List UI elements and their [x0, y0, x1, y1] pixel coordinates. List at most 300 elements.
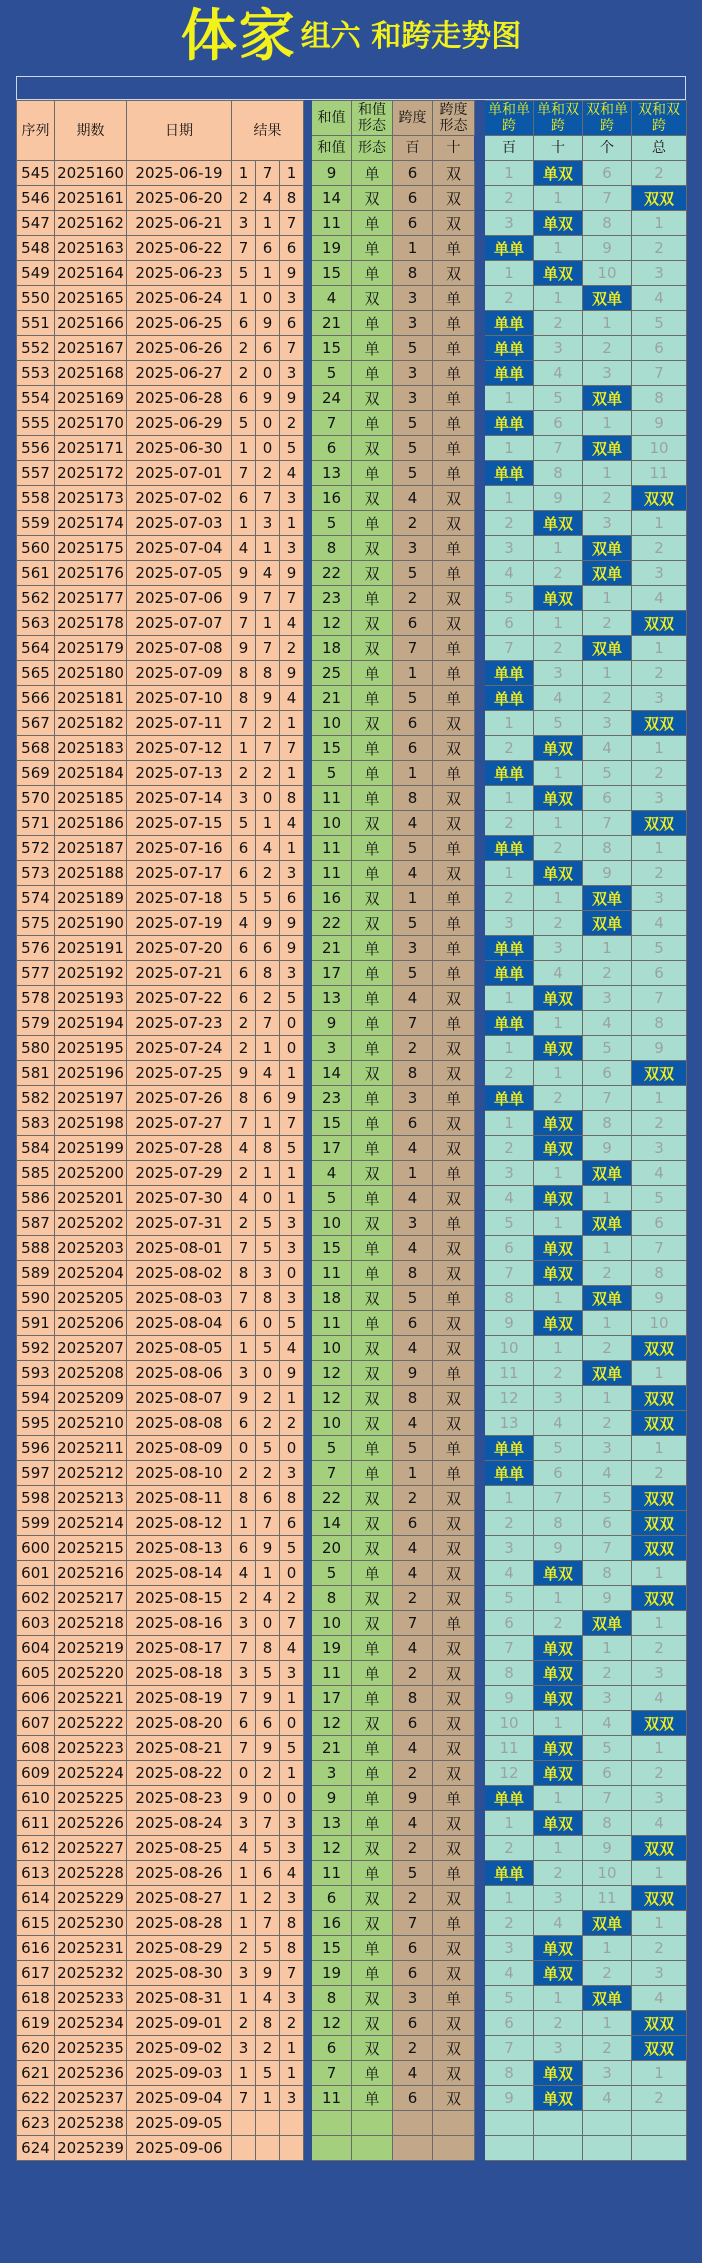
cell-sum: 15	[312, 1936, 352, 1961]
cell-date: 2025-07-12	[127, 736, 232, 761]
cell-span: 5	[393, 561, 433, 586]
column-gap	[304, 1561, 312, 1586]
cell-span: 8	[393, 1061, 433, 1086]
cell-seq: 555	[17, 411, 55, 436]
cell-result-digit	[232, 2136, 256, 2161]
cell-date: 2025-07-19	[127, 911, 232, 936]
cell-result-digit: 1	[232, 2061, 256, 2086]
cell-sum: 16	[312, 886, 352, 911]
cell-combo-missing: 1	[534, 1011, 583, 1036]
cell-combo-missing: 1	[534, 1711, 583, 1736]
cell-period: 2025165	[55, 286, 127, 311]
cell-sum-form: 单	[352, 986, 393, 1011]
table-row	[17, 286, 687, 311]
cell-sum-form: 双	[352, 536, 393, 561]
cell-result-digit: 1	[232, 1511, 256, 1536]
cell-result-digit: 8	[256, 1136, 280, 1161]
cell-date: 2025-08-04	[127, 1311, 232, 1336]
cell-result-digit: 9	[232, 1786, 256, 1811]
cell-combo-missing: 单单	[485, 1436, 534, 1461]
cell-result-digit: 0	[280, 1786, 304, 1811]
table-row	[17, 811, 687, 836]
cell-seq: 568	[17, 736, 55, 761]
cell-combo-missing: 单单	[485, 311, 534, 336]
cell-period: 2025237	[55, 2086, 127, 2111]
cell-combo-missing: 1	[485, 436, 534, 461]
cell-span: 1	[393, 236, 433, 261]
cell-combo-missing: 3	[632, 886, 687, 911]
cell-span: 2	[393, 1586, 433, 1611]
cell-seq: 611	[17, 1811, 55, 1836]
cell-result-digit: 1	[232, 511, 256, 536]
cell-period: 2025186	[55, 811, 127, 836]
cell-span: 8	[393, 261, 433, 286]
table-row	[17, 861, 687, 886]
cell-combo-missing: 4	[485, 1561, 534, 1586]
cell-combo-missing: 双双	[632, 1836, 687, 1861]
cell-result-digit: 3	[232, 2036, 256, 2061]
cell-seq: 559	[17, 511, 55, 536]
cell-result-digit: 2	[280, 636, 304, 661]
table-row	[17, 1486, 687, 1511]
cell-sum-form: 双	[352, 1836, 393, 1861]
cell-combo-missing: 2	[534, 1086, 583, 1111]
cell-period: 2025215	[55, 1536, 127, 1561]
cell-sum: 10	[312, 1211, 352, 1236]
cell-combo-missing: 1	[485, 1036, 534, 1061]
cell-period: 2025233	[55, 1986, 127, 2011]
cell-sum: 19	[312, 1636, 352, 1661]
cell-sum-form: 单	[352, 961, 393, 986]
cell-sum-form: 单	[352, 1236, 393, 1261]
cell-result-digit: 9	[232, 586, 256, 611]
cell-combo-missing: 8	[485, 2061, 534, 2086]
cell-combo-missing: 1	[534, 761, 583, 786]
cell-sum-form: 单	[352, 1786, 393, 1811]
cell-result-digit: 8	[256, 1636, 280, 1661]
cell-result-digit: 6	[280, 886, 304, 911]
cell-combo-missing: 8	[632, 1261, 687, 1286]
column-gap	[475, 1861, 485, 1886]
cell-combo-missing: 单双	[534, 786, 583, 811]
cell-seq: 584	[17, 1136, 55, 1161]
cell-date: 2025-08-15	[127, 1586, 232, 1611]
title-main: 体家	[180, 4, 297, 69]
cell-sum-form: 双	[352, 1486, 393, 1511]
cell-result-digit: 9	[232, 636, 256, 661]
cell-combo-missing: 1	[485, 486, 534, 511]
cell-sum-form: 单	[352, 1011, 393, 1036]
cell-combo-missing: 单双	[534, 1186, 583, 1211]
cell-combo-missing: 双单	[583, 886, 632, 911]
cell-sum-form: 单	[352, 1961, 393, 1986]
cell-sum-form: 单	[352, 1561, 393, 1586]
column-gap	[304, 236, 312, 261]
cell-result-digit: 7	[232, 1636, 256, 1661]
cell-seq: 598	[17, 1486, 55, 1511]
cell-span: 7	[393, 1911, 433, 1936]
cell-seq: 548	[17, 236, 55, 261]
cell-date: 2025-07-06	[127, 586, 232, 611]
column-gap	[475, 461, 485, 486]
cell-period: 2025216	[55, 1561, 127, 1586]
col-header-span-form: 跨度形态	[433, 101, 475, 136]
column-gap	[475, 1586, 485, 1611]
cell-seq: 576	[17, 936, 55, 961]
cell-combo-missing: 2	[485, 736, 534, 761]
cell-combo-missing: 双单	[583, 636, 632, 661]
cell-result-digit: 2	[232, 1936, 256, 1961]
col-header-odd-even: 单和双跨	[534, 101, 583, 136]
cell-result-digit: 2	[256, 461, 280, 486]
table-row	[17, 311, 687, 336]
cell-span: 1	[393, 761, 433, 786]
cell-span-form: 双	[433, 1036, 475, 1061]
cell-period: 2025202	[55, 1211, 127, 1236]
table-row	[17, 411, 687, 436]
cell-span: 4	[393, 1136, 433, 1161]
cell-combo-missing: 3	[534, 1886, 583, 1911]
cell-period: 2025163	[55, 236, 127, 261]
cell-result-digit: 0	[280, 1261, 304, 1286]
column-gap	[304, 1086, 312, 1111]
cell-result-digit: 8	[280, 1911, 304, 1936]
table-row	[17, 1986, 687, 2011]
cell-date: 2025-07-17	[127, 861, 232, 886]
column-gap	[304, 161, 312, 186]
cell-combo-missing: 双双	[632, 1486, 687, 1511]
col-header-even-odd: 双和单跨	[583, 101, 632, 136]
cell-period: 2025167	[55, 336, 127, 361]
cell-span: 4	[393, 861, 433, 886]
column-gap	[475, 1836, 485, 1861]
column-gap	[304, 2036, 312, 2061]
cell-sum: 19	[312, 236, 352, 261]
table-row	[17, 261, 687, 286]
cell-combo-missing: 8	[583, 211, 632, 236]
column-gap	[304, 1286, 312, 1311]
cell-combo-missing: 单单	[485, 1086, 534, 1111]
cell-result-digit: 9	[280, 911, 304, 936]
column-gap	[475, 561, 485, 586]
col-header-result: 结果	[232, 101, 304, 161]
column-gap	[304, 1611, 312, 1636]
cell-date: 2025-08-21	[127, 1736, 232, 1761]
cell-result-digit: 1	[280, 1386, 304, 1411]
cell-result-digit: 6	[256, 1711, 280, 1736]
cell-result-digit: 3	[280, 861, 304, 886]
cell-seq: 564	[17, 636, 55, 661]
cell-result-digit: 6	[232, 936, 256, 961]
column-gap	[304, 1336, 312, 1361]
cell-result-digit: 2	[232, 1461, 256, 1486]
cell-span: 6	[393, 211, 433, 236]
cell-combo-missing: 5	[534, 711, 583, 736]
cell-sum	[312, 2136, 352, 2161]
cell-sum: 3	[312, 1036, 352, 1061]
cell-sum-form: 单	[352, 1186, 393, 1211]
cell-result-digit: 7	[280, 336, 304, 361]
column-gap	[475, 1211, 485, 1236]
cell-period: 2025199	[55, 1136, 127, 1161]
cell-result-digit: 4	[232, 536, 256, 561]
cell-combo-missing: 7	[485, 636, 534, 661]
cell-seq: 569	[17, 761, 55, 786]
cell-span: 5	[393, 911, 433, 936]
column-gap	[304, 336, 312, 361]
cell-date: 2025-07-28	[127, 1136, 232, 1161]
column-gap	[475, 861, 485, 886]
cell-combo-missing: 1	[534, 286, 583, 311]
cell-span: 5	[393, 1286, 433, 1311]
column-gap	[304, 1461, 312, 1486]
cell-result-digit: 2	[256, 2036, 280, 2061]
cell-result-digit: 8	[232, 686, 256, 711]
column-gap	[304, 661, 312, 686]
cell-span-form: 单	[433, 886, 475, 911]
cell-span: 6	[393, 1961, 433, 1986]
cell-sum-form: 双	[352, 1361, 393, 1386]
cell-sum: 12	[312, 611, 352, 636]
cell-result-digit: 9	[232, 1386, 256, 1411]
cell-combo-missing: 5	[583, 761, 632, 786]
cell-span-form: 双	[433, 861, 475, 886]
cell-combo-missing: 3	[632, 1661, 687, 1686]
cell-span-form: 单	[433, 936, 475, 961]
cell-result-digit: 7	[232, 461, 256, 486]
column-gap	[475, 1011, 485, 1036]
cell-seq: 605	[17, 1661, 55, 1686]
cell-combo-missing: 2	[534, 1861, 583, 1886]
cell-sum: 12	[312, 1361, 352, 1386]
cell-combo-missing: 6	[485, 611, 534, 636]
cell-result-digit	[280, 2111, 304, 2136]
cell-result-digit: 1	[256, 1036, 280, 1061]
cell-combo-missing: 1	[632, 1861, 687, 1886]
cell-combo-missing: 3	[632, 1136, 687, 1161]
cell-span: 1	[393, 1161, 433, 1186]
cell-result-digit: 6	[232, 386, 256, 411]
cell-period: 2025220	[55, 1661, 127, 1686]
cell-period: 2025209	[55, 1386, 127, 1411]
cell-result-digit: 6	[256, 1486, 280, 1511]
cell-combo-missing: 单单	[485, 1461, 534, 1486]
cell-seq: 557	[17, 461, 55, 486]
column-gap	[475, 1711, 485, 1736]
cell-combo-missing: 双双	[632, 711, 687, 736]
cell-result-digit: 4	[232, 1136, 256, 1161]
cell-combo-missing	[534, 2136, 583, 2161]
cell-combo-missing: 7	[583, 186, 632, 211]
cell-combo-missing: 2	[583, 336, 632, 361]
cell-combo-missing: 单双	[534, 261, 583, 286]
cell-result-digit: 0	[256, 1311, 280, 1336]
cell-span: 4	[393, 1336, 433, 1361]
column-gap	[304, 1236, 312, 1261]
table-row	[17, 161, 687, 186]
col-header-seq: 序列	[17, 101, 55, 161]
cell-combo-missing: 1	[632, 1561, 687, 1586]
column-gap	[304, 1811, 312, 1836]
cell-sum-form: 单	[352, 586, 393, 611]
cell-combo-missing: 9	[583, 236, 632, 261]
column-gap	[304, 1436, 312, 1461]
cell-result-digit: 3	[280, 1661, 304, 1686]
cell-period: 2025219	[55, 1636, 127, 1661]
cell-combo-missing: 7	[583, 1536, 632, 1561]
column-gap	[475, 261, 485, 286]
cell-result-digit: 7	[256, 1911, 280, 1936]
cell-period: 2025227	[55, 1836, 127, 1861]
column-gap	[304, 1636, 312, 1661]
cell-combo-missing: 9	[632, 1036, 687, 1061]
cell-sum-form: 单	[352, 1761, 393, 1786]
cell-combo-missing: 1	[583, 1311, 632, 1336]
cell-sum-form: 单	[352, 786, 393, 811]
cell-date: 2025-07-27	[127, 1111, 232, 1136]
cell-period: 2025200	[55, 1161, 127, 1186]
cell-result-digit: 2	[256, 861, 280, 886]
cell-sum: 25	[312, 661, 352, 686]
cell-date: 2025-07-22	[127, 986, 232, 1011]
cell-combo-missing: 3	[485, 1536, 534, 1561]
cell-result-digit: 5	[280, 1736, 304, 1761]
cell-result-digit: 4	[256, 1586, 280, 1611]
cell-combo-missing	[485, 2136, 534, 2161]
column-gap	[475, 161, 485, 186]
cell-sum: 10	[312, 811, 352, 836]
cell-combo-missing: 2	[632, 661, 687, 686]
cell-combo-missing: 双双	[632, 1061, 687, 1086]
cell-seq: 592	[17, 1336, 55, 1361]
cell-combo-missing: 双双	[632, 1511, 687, 1536]
cell-result-digit: 3	[280, 1236, 304, 1261]
cell-period: 2025161	[55, 186, 127, 211]
cell-combo-missing: 5	[485, 586, 534, 611]
cell-result-digit: 1	[232, 1336, 256, 1361]
cell-result-digit: 0	[280, 1011, 304, 1036]
cell-sum: 5	[312, 1186, 352, 1211]
cell-combo-missing: 2	[632, 761, 687, 786]
table-row	[17, 1311, 687, 1336]
cell-date: 2025-07-21	[127, 961, 232, 986]
cell-date: 2025-08-23	[127, 1786, 232, 1811]
column-gap	[475, 1261, 485, 1286]
cell-result-digit: 0	[280, 1436, 304, 1461]
cell-span: 3	[393, 1986, 433, 2011]
cell-seq: 588	[17, 1236, 55, 1261]
cell-result-digit: 3	[280, 361, 304, 386]
cell-date: 2025-08-06	[127, 1361, 232, 1386]
table-row	[17, 2011, 687, 2036]
cell-period: 2025211	[55, 1436, 127, 1461]
column-gap	[304, 511, 312, 536]
cell-sum: 19	[312, 1961, 352, 1986]
cell-seq: 589	[17, 1261, 55, 1286]
cell-combo-missing: 3	[632, 261, 687, 286]
cell-combo-missing: 4	[632, 911, 687, 936]
col-header-date: 日期	[127, 101, 232, 161]
cell-date: 2025-07-26	[127, 1086, 232, 1111]
cell-combo-missing: 单双	[534, 586, 583, 611]
cell-period: 2025204	[55, 1261, 127, 1286]
cell-span-form: 双	[433, 1486, 475, 1511]
column-gap	[475, 611, 485, 636]
cell-combo-missing: 5	[632, 311, 687, 336]
cell-combo-missing: 1	[534, 1336, 583, 1361]
cell-combo-missing: 4	[534, 961, 583, 986]
cell-span-form: 双	[433, 1961, 475, 1986]
cell-span: 5	[393, 336, 433, 361]
cell-combo-missing: 双单	[583, 286, 632, 311]
column-gap	[304, 961, 312, 986]
cell-combo-missing: 1	[583, 2011, 632, 2036]
cell-span: 4	[393, 1411, 433, 1436]
cell-result-digit: 9	[232, 561, 256, 586]
table-row	[17, 1861, 687, 1886]
cell-combo-missing: 双双	[632, 1586, 687, 1611]
cell-combo-missing: 4	[485, 561, 534, 586]
cell-date: 2025-07-02	[127, 486, 232, 511]
cell-date: 2025-07-18	[127, 886, 232, 911]
column-gap	[475, 1986, 485, 2011]
cell-combo-missing: 单单	[485, 836, 534, 861]
cell-date: 2025-09-01	[127, 2011, 232, 2036]
column-gap	[475, 1686, 485, 1711]
cell-span-form: 单	[433, 411, 475, 436]
cell-result-digit: 9	[232, 1061, 256, 1086]
column-gap	[304, 586, 312, 611]
cell-combo-missing: 8	[534, 1511, 583, 1536]
cell-result-digit: 2	[256, 761, 280, 786]
column-gap	[304, 1836, 312, 1861]
table-row	[17, 2036, 687, 2061]
cell-result-digit	[256, 2111, 280, 2136]
cell-combo-missing: 9	[632, 1286, 687, 1311]
cell-combo-missing: 7	[485, 1636, 534, 1661]
cell-result-digit: 7	[256, 736, 280, 761]
cell-seq: 560	[17, 536, 55, 561]
cell-date: 2025-08-03	[127, 1286, 232, 1311]
cell-combo-missing	[583, 2136, 632, 2161]
cell-result-digit: 4	[280, 1861, 304, 1886]
column-gap	[475, 1761, 485, 1786]
cell-combo-missing: 1	[485, 1886, 534, 1911]
cell-sum: 22	[312, 1486, 352, 1511]
cell-result-digit: 5	[232, 811, 256, 836]
cell-sum-form: 单	[352, 836, 393, 861]
cell-sum-form: 双	[352, 811, 393, 836]
top-bar	[16, 76, 686, 100]
cell-span: 5	[393, 686, 433, 711]
cell-sum-form: 双	[352, 1536, 393, 1561]
cell-span-form: 单	[433, 1986, 475, 2011]
column-gap	[304, 1311, 312, 1336]
cell-combo-missing: 1	[534, 1786, 583, 1811]
cell-sum-form: 单	[352, 236, 393, 261]
col-subheader-m1: 百	[485, 136, 534, 161]
cell-result-digit: 2	[232, 186, 256, 211]
cell-sum-form: 单	[352, 1086, 393, 1111]
cell-result-digit: 0	[256, 786, 280, 811]
column-gap	[475, 211, 485, 236]
cell-sum-form: 双	[352, 1711, 393, 1736]
cell-period: 2025197	[55, 1086, 127, 1111]
cell-date: 2025-06-25	[127, 311, 232, 336]
cell-result-digit: 5	[232, 411, 256, 436]
cell-result-digit: 9	[256, 1961, 280, 1986]
column-gap	[304, 1936, 312, 1961]
